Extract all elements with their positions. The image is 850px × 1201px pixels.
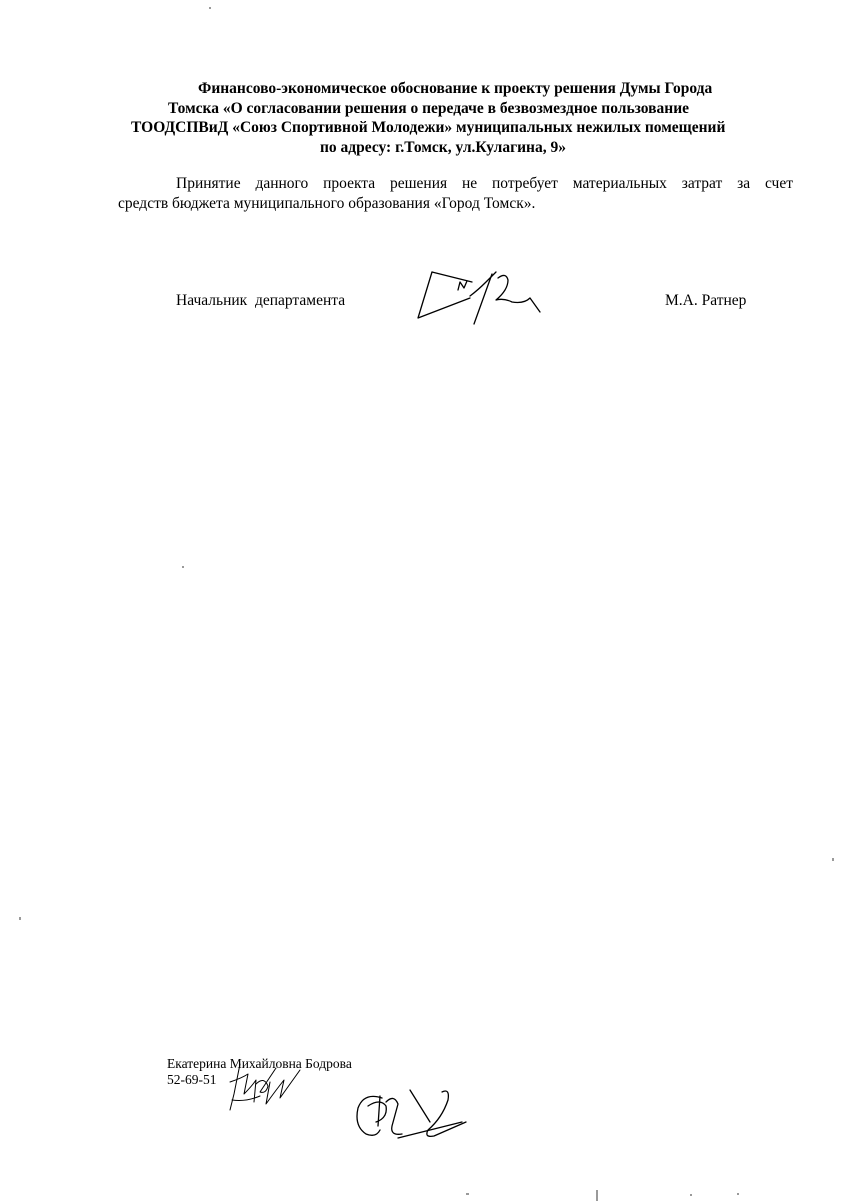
scan-speck	[690, 1194, 692, 1196]
title-line: ТООДСПВиД «Союз Спортивной Молодежи» муниципальных нежилых помещений	[131, 119, 726, 136]
signatory-name: М.А. Ратнер	[665, 292, 747, 309]
approval-signature	[350, 1086, 468, 1144]
scan-speck	[596, 1190, 598, 1201]
title-line: Томска «О согласовании решения о передаче в безвозмездное пользование	[168, 99, 689, 117]
scan-speck	[466, 1193, 469, 1195]
handwritten-signature	[412, 268, 547, 326]
title-line: Финансово-экономическое обоснование к проекту решения Думы Города	[198, 80, 713, 97]
body-line: Принятие данного проекта решения не потребует материальных затрат за счет	[176, 175, 793, 192]
scan-speck	[737, 1193, 739, 1195]
scan-speck	[182, 566, 184, 568]
scan-speck	[209, 7, 211, 9]
contact-phone: 52-69-51	[167, 1072, 217, 1087]
executor-signature	[226, 1060, 306, 1115]
body-line: средств бюджета муниципального образования «Город Томск».	[118, 195, 536, 212]
contact-name: Екатерина Михайловна Бодрова	[167, 1056, 352, 1071]
title-line: по адресу: г.Томск, ул.Кулагина, 9»	[320, 138, 566, 156]
body-paragraph	[118, 174, 793, 214]
scan-speck	[832, 858, 834, 861]
scan-speck	[19, 917, 21, 920]
signatory-position: Начальник департамента	[176, 292, 346, 309]
